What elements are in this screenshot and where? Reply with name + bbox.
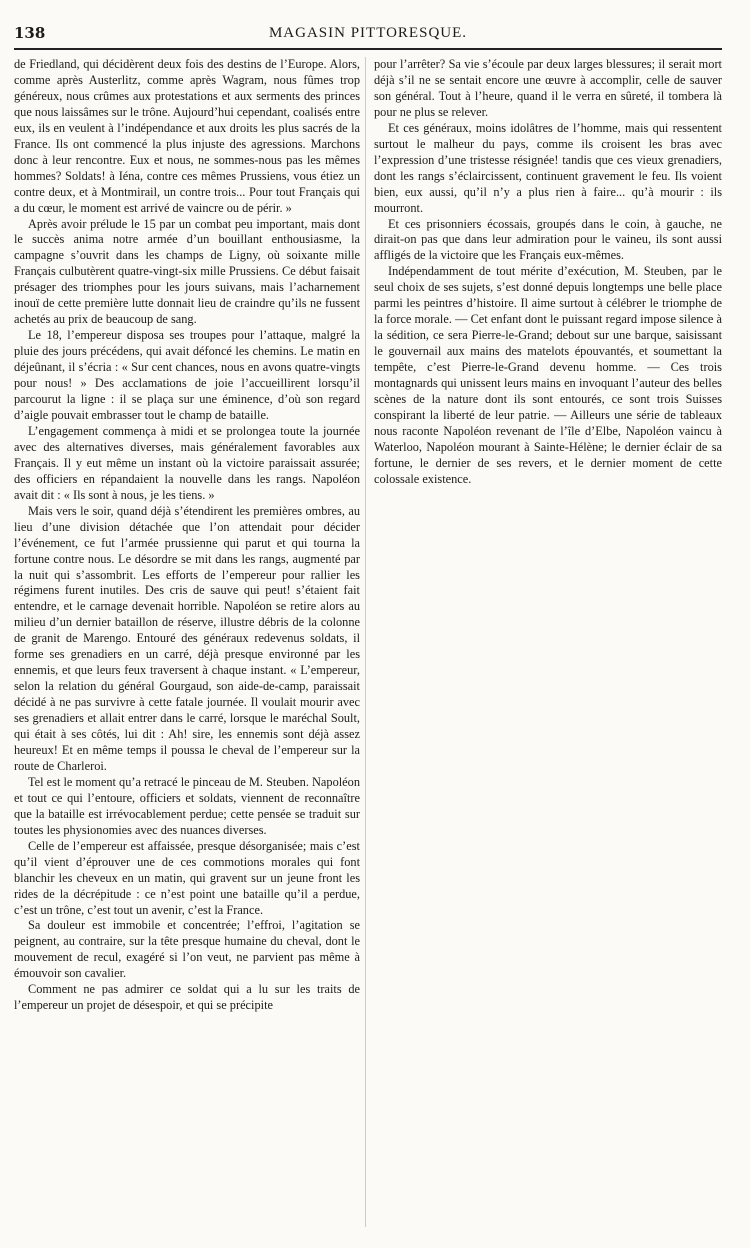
header-rule [14, 48, 722, 50]
paragraph: Et ces généraux, moins idolâtres de l’homme, mais qui ressentent surtout le malheur du pays, comme ils croisent les bras avec l’expression d’une tristesse résignée! tandis que ces vieux grenadiers, dont les rangs s’éclaircissent, continuent gravement le feu. Ils voient bien, eux aussi, qu’il n’y a plus rien à faire... qu’à mourir : ils mourront. [374, 120, 722, 215]
page-header [14, 24, 722, 46]
paragraph: Sa douleur est immobile et concentrée; l’effroi, l’agitation se peignent, au contraire, sur la tête presque humaine du cheval, dont le mouvement de recul, exagéré si l’on veut, ne parvient pas même à émouvoir son cavalier. [14, 918, 360, 981]
paragraph: Et ces prisonniers écossais, groupés dans le coin, à gauche, ne dirait-on pas que dans leur admiration pour le vaineu, ils sont aussi affligés de la victoire que les Français eux-mêmes. [374, 216, 722, 263]
running-title: MAGASIN PITTORESQUE. [268, 25, 468, 41]
paragraph: Après avoir prélude le 15 par un combat peu important, mais dont le succès anima notre armée d’un bouillant enthousiasme, la campagne s’ouvrit dans les champs de Ligny, où soixante mille Français culbutèrent quatre-vingt-six mille Prussiens. Ce début faisait présager des triomphes pour les jours suivans, mais l’acharnement inouï de cette première lutte donnait lieu de craindre qu’ils ne fussent achetés au prix de beaucoup de sang. [14, 216, 360, 327]
paragraph: Indépendamment de tout mérite d’exécution, M. Steuben, par le seul choix de ses sujets, s’est donné depuis longtemps une belle place parmi les peintres d’histoire. Il aime surtout à célébrer le triomphe de la force morale. — Cet enfant dont le puissant regard impose silence à la sédition, ce sera Pierre-le-Grand; debout sur une barque, saisissant le gouvernail aux mains des matelots épouvantés, et soumettant la tempête, c’est Pierre-le-Grand devenu homme. — Ces trois montagnards qui unissent leurs mains en invoquant l’auteur des belles scènes de la nature dont ils sont entourés, ce sont trois Suisses conspirant la liberté de leur patrie. — Ailleurs une série de tableaux nous raconte Napoléon revenant de l’île d’Elbe, Napoléon vaincu à Waterloo, Napoléon mourant à Sainte-Hélène; le dernier éclair de sa fortune, le dernier de ses revers, et le dernier moment de cette colossale existence. [374, 264, 722, 486]
paragraph: de Friedland, qui décidèrent deux fois des destins de l’Europe. Alors, comme après Austerlitz, comme après Wagram, nous fûmes trop généreux, nous crûmes aux protestations et aux serments des princes que nous laissâmes sur le trône. Aujourd’hui cependant, coalisés entre eux, ils en veulent à l’indépendance et aux droits les plus sacrés de la France. Ils ont commencé la plus injuste des agressions. Marchons donc à leur rencontre. Eux et nous, ne sommes-nous pas les mêmes hommes? Soldats! à Iéna, contre ces mêmes Prussiens, vous étiez un contre deux, et à Montmirail, un contre trois... Pour tout Français qui a du cœur, le moment est arrivé de vaincre ou de périr. » [14, 57, 360, 215]
column-divider [365, 57, 366, 1227]
paragraph: L’engagement commença à midi et se prolongea toute la journée avec des alternatives diverses, mais généralement favorables aux Français. Il y eut même un instant où la victoire paraissait assurée; des officiers en répandaient la nouvelle dans les rangs. Napoléon avait dit : « Ils sont à nous, je les tiens. » [14, 423, 360, 502]
left-column [14, 57, 360, 1014]
paragraph: pour l’arrêter? Sa vie s’écoule par deux larges blessures; il serait mort déjà s’il ne se sentait encore une œuvre à accomplir, celle de sauver son général. Tout à l’heure, quand il le verra en sûreté, il tombera là pour ne plus se relever. [374, 57, 722, 119]
page-number: 138 [14, 24, 46, 42]
paragraph: Le 18, l’empereur disposa ses troupes pour l’attaque, malgré la pluie des jours précédens, qui avait défoncé les chemins. Le matin en déjeûnant, il s’écria : « Sur cent chances, nous en avons quatre-vingts pour nous! » Des acclamations de joie l’accueillirent lorsqu’il parcourut la ligne : il se plaça sur une éminence, d’où son regard d’aigle pouvait embrasser tout le champ de bataille. [14, 328, 360, 422]
paragraph: Celle de l’empereur est affaissée, presque désorganisée; mais c’est qu’il vient d’éprouver une de ces commotions morales qui font blanchir les cheveux en un matin, qui gravent sur un jeune front les rides de la décrépitude : ce n’est point une bataille qu’il a perdue, c’est un trône, c’est tout un avenir, c’est la France. [14, 838, 360, 917]
paragraph: Mais vers le soir, quand déjà s’étendirent les premières ombres, au lieu d’une division détachée que l’on attendait pour décider l’événement, ce fut l’armée prussienne qui parut et qui tourna la fortune contre nous. Le désordre se mit dans les rangs, augmenté par la nuit qui s’assombrit. Les efforts de l’empereur pour rallier les régimens furent inutiles. Des cris de sauve qui peut! s’étaient fait entendre, et le carnage devenait horrible. Napoléon se retire alors au milieu d’un dernier bataillon de réserve, illustre débris de la colonne de granit de Marengo. Entouré des généraux redevenus soldats, il forme ses grenadiers en un carré, déjà presque environné par les ennemis, et que leurs feux traversent à chaque instant. « L’empereur, selon la relation du général Gourgaud, son aide-de-camp, paraissait décidé à ne pas survivre à cette fatale journée. Il voulait mourir avec ses grenadiers et allait entrer dans le carré, lorsque le maréchal Soult, qui était à ses côtés, lui dit : Ah! sire, les ennemis sont déjà assez heureux! Et en même temps il poussa le cheval de l’empereur sur la route de Charleroi. [14, 503, 360, 773]
paragraph: Comment ne pas admirer ce soldat qui a lu sur les traits de l’empereur un projet de désespoir, et qui se précipite [14, 982, 360, 1013]
right-column [374, 57, 722, 488]
paragraph: Tel est le moment qu’a retracé le pinceau de M. Steuben. Napoléon et tout ce qui l’entoure, officiers et soldats, viennent de reconnaître que la bataille est irrévocablement perdue; cette pensée se traduit sur toutes les physionomies avec des nuances diverses. [14, 774, 360, 837]
